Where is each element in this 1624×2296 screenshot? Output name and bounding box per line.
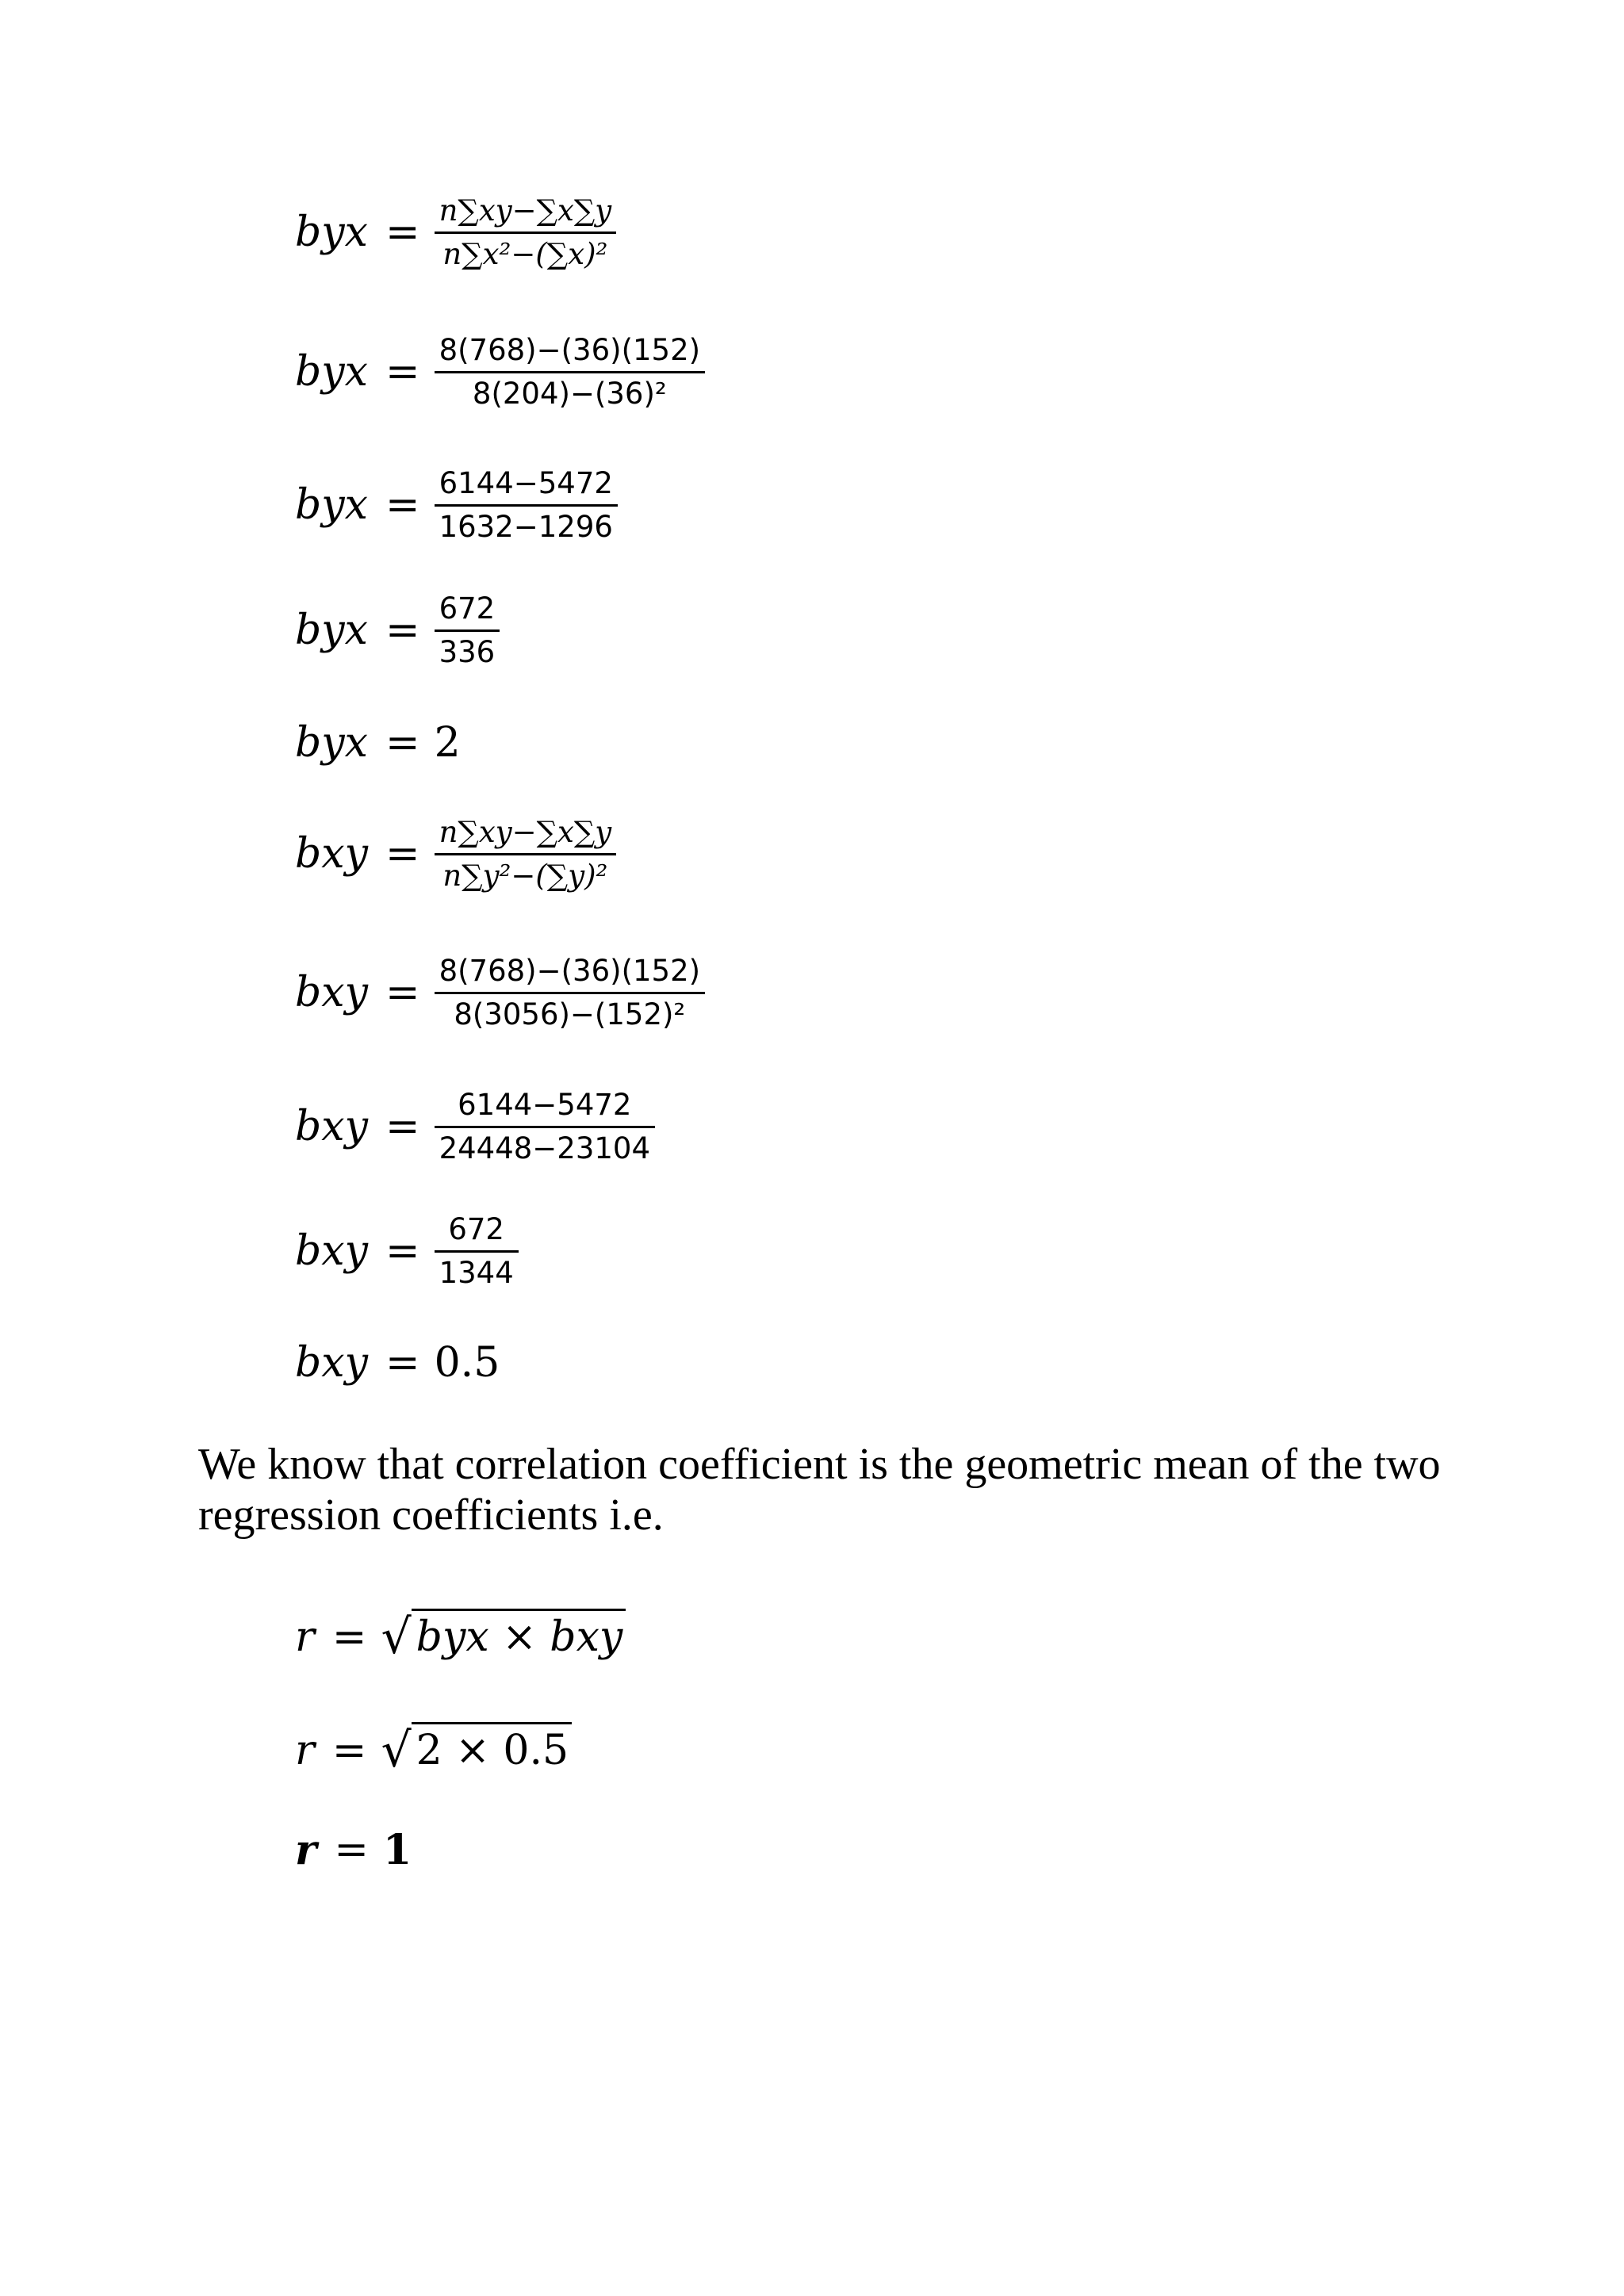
fraction-denominator: 1344 [439, 1255, 514, 1290]
fraction-denominator: n∑x²−(∑x)² [442, 236, 608, 271]
bxy-result-line [295, 1303, 500, 1422]
equals-sign: = [385, 830, 420, 878]
bxy-formula-line [295, 794, 616, 913]
equals-sign: = [385, 1339, 420, 1387]
bxy-substitution-fraction [435, 951, 705, 1035]
r-result-line [295, 1790, 412, 1909]
r-label: r [295, 1613, 315, 1661]
byx-step-line [295, 446, 618, 564]
bxy-label: bxy [295, 969, 368, 1016]
equals-sign: = [385, 481, 420, 529]
equals-sign: = [385, 209, 420, 256]
bxy-substitution-line [295, 933, 705, 1052]
byx-step-fraction [435, 463, 618, 548]
fraction-numerator: 8(768)−(36)(152) [439, 953, 701, 988]
fraction-numerator: 672 [439, 591, 496, 626]
fraction-numerator: n∑xy−∑x∑y [439, 814, 612, 849]
r-result-value: 1 [382, 1825, 412, 1874]
equals-sign: = [331, 1613, 367, 1661]
fraction-numerator: n∑xy−∑x∑y [439, 193, 612, 228]
r-symbolic-line [295, 1578, 626, 1697]
fraction-numerator: 8(768)−(36)(152) [439, 332, 701, 367]
radical-sign: √ [381, 1723, 412, 1778]
byx-label: byx [295, 607, 368, 654]
equals-sign: = [385, 607, 420, 654]
radical-sign: √ [381, 1609, 412, 1665]
bxy-simplified-line [295, 1192, 519, 1311]
bxy-step-fraction [435, 1085, 655, 1169]
bxy-label: bxy [295, 1227, 368, 1275]
fraction-denominator: 8(204)−(36)² [472, 376, 667, 411]
equals-sign: = [385, 969, 420, 1016]
byx-label: byx [295, 481, 368, 529]
byx-result-line [295, 683, 461, 802]
square-root [381, 1609, 626, 1666]
bxy-step-line [295, 1067, 655, 1186]
bxy-simplified-fraction [435, 1209, 519, 1294]
equals-sign: = [385, 348, 420, 396]
fraction-denominator: 8(3056)−(152)² [454, 997, 686, 1031]
equals-sign: = [385, 1103, 420, 1150]
bxy-label: bxy [295, 1103, 368, 1150]
equals-sign: = [334, 1826, 369, 1873]
explanation-paragraph: We know that correlation coefficient is the geometric mean of the two regression coefficients i.e. [198, 1440, 1441, 1540]
r-label: r [295, 1727, 315, 1774]
equals-sign: = [331, 1727, 367, 1774]
fraction-denominator: 336 [439, 634, 496, 669]
byx-result-value: 2 [434, 719, 461, 767]
byx-label: byx [295, 348, 368, 396]
byx-label: byx [295, 719, 368, 767]
byx-formula-line [295, 173, 616, 292]
fraction-numerator: 6144−5472 [439, 465, 613, 500]
byx-simplified-fraction [435, 588, 500, 673]
byx-substitution-fraction [435, 330, 705, 415]
byx-label: byx [295, 209, 368, 256]
square-root [381, 1722, 572, 1779]
bxy-label: bxy [295, 830, 368, 878]
radicand: 2 × 0.5 [412, 1722, 572, 1779]
bxy-label: bxy [295, 1339, 368, 1387]
fraction-denominator: 24448−23104 [439, 1131, 650, 1165]
equals-sign: = [385, 719, 420, 767]
fraction-denominator: 1632−1296 [439, 509, 613, 544]
byx-formula-fraction [435, 190, 617, 275]
equals-sign: = [385, 1227, 420, 1275]
fraction-denominator: n∑y²−(∑y)² [442, 858, 608, 893]
byx-substitution-line [295, 312, 705, 431]
r-label: r [295, 1825, 317, 1874]
byx-simplified-line [295, 571, 500, 690]
fraction-numerator: 6144−5472 [458, 1087, 632, 1122]
bxy-formula-fraction [435, 812, 617, 897]
fraction-numerator: 672 [448, 1211, 504, 1246]
radicand: byx × bxy [412, 1609, 626, 1666]
bxy-result-value: 0.5 [434, 1339, 500, 1387]
